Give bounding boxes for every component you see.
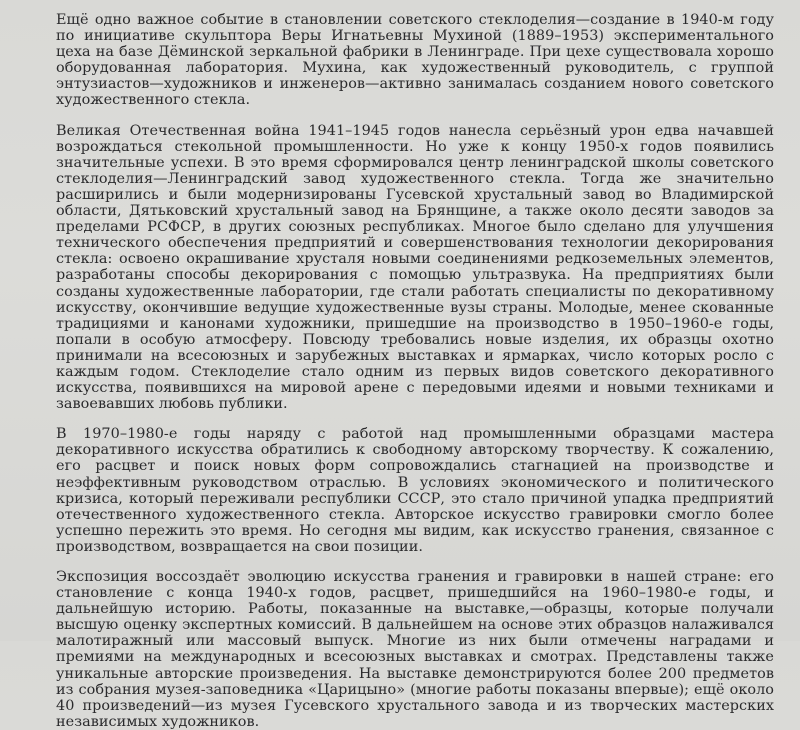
cropped-header-text [56,0,176,6]
paragraph-1970s-1980s: В 1970–1980-е годы наряду с работой над промышленными образцами мастера декоративного искусства обратились к свободному авторскому творчеству. К сожалению, его расцвет и поиск новых форм сопровождались стагнацией на производстве и неэффективным руководством отраслью. В условиях экономического и политического кризиса, который переживали республики СССР, это стало причиной упадка предприятий отечественного художественного стекла. Авторское искусство гравировки смогло более успешно пережить это время. Но сегодня мы видим, как искусство гранения, связанное с производством, возвращается на свои позиции. [56,426,774,555]
text-panel [56,12,774,730]
paragraph-mukhina-workshop: Ещё одно важное событие в становлении советского стеклоделия—создание в 1940-м году по инициативе скульптора Веры Игнатьевны Мухиной (1889–1953) экспериментального цеха на базе Дёминской зеркальной фабрики в Ленинграде. При цехе существовала хорошо оборудованная лаборатория. Мухина, как художественный руководитель, с группой энтузиастов—художников и инженеров—активно занималась созданием нового советского художественного стекла. [56,12,774,109]
paragraph-exposition: Экспозиция воссоздаёт эволюцию искусства гранения и гравировки в нашей стране: его становление с конца 1940-х годов, расцвет, пришедшийся на 1960–1980-е годы, и дальнейшую историю. Работы, показанные на выставке,—образцы, которые получали высшую оценку экспертных комиссий. В дальнейшем на основе этих образцов налаживался малотиражный или массовый выпуск. Многие из них были отмечены наградами и премиями на международных и всесоюзных выставках и смотрах. Представлены также уникальные авторские произведения. На выставке демонстрируются более 200 предметов из собрания музея-заповедника «Царицыно» (многие работы показаны впервые); ещё около 40 произведений—из музея Гусевского хрустального завода и из творческих мастерских независимых художников. [56,569,774,730]
paragraph-postwar-industry: Великая Отечественная война 1941–1945 годов нанесла серьёзный урон едва начавшей возрождаться стекольной промышленности. Но уже к концу 1950-х годов появились значительные успехи. В это время сформировался центр ленинградской школы советского стеклоделия—Ленинградский завод художественного стекла. Тогда же значительно расширились и были модернизированы Гусевской хрустальный завод во Владимирской области, Дятьковский хрустальный завод на Брянщине, а также около десяти заводов за пределами РСФСР, в других союзных республиках. Многое было сделано для улучшения технического обеспечения предприятий и совершенствования технологии декорирования стекла: освоено окрашивание хрусталя новыми соединениями редкоземельных элементов, разработаны способы декорирования с помощью ультразвука. На предприятиях были созданы художественные лаборатории, где стали работать специалисты по декоративному искусству, окончившие ведущие художественные вузы страны. Молодые, менее скованные традициями и канонами художники, пришедшие на производство в 1950–1960-е годы, попали в особую атмосферу. Повсюду требовались новые изделия, их образцы охотно принимали на всесоюзных и зарубежных выставках и ярмарках, число которых росло с каждым годом. Стеклоделие стало одним из первых видов советского декоративного искусства, появившихся на мировой арене с передовыми идеями и новыми техниками и завоевавших любовь публики. [56,122,774,413]
